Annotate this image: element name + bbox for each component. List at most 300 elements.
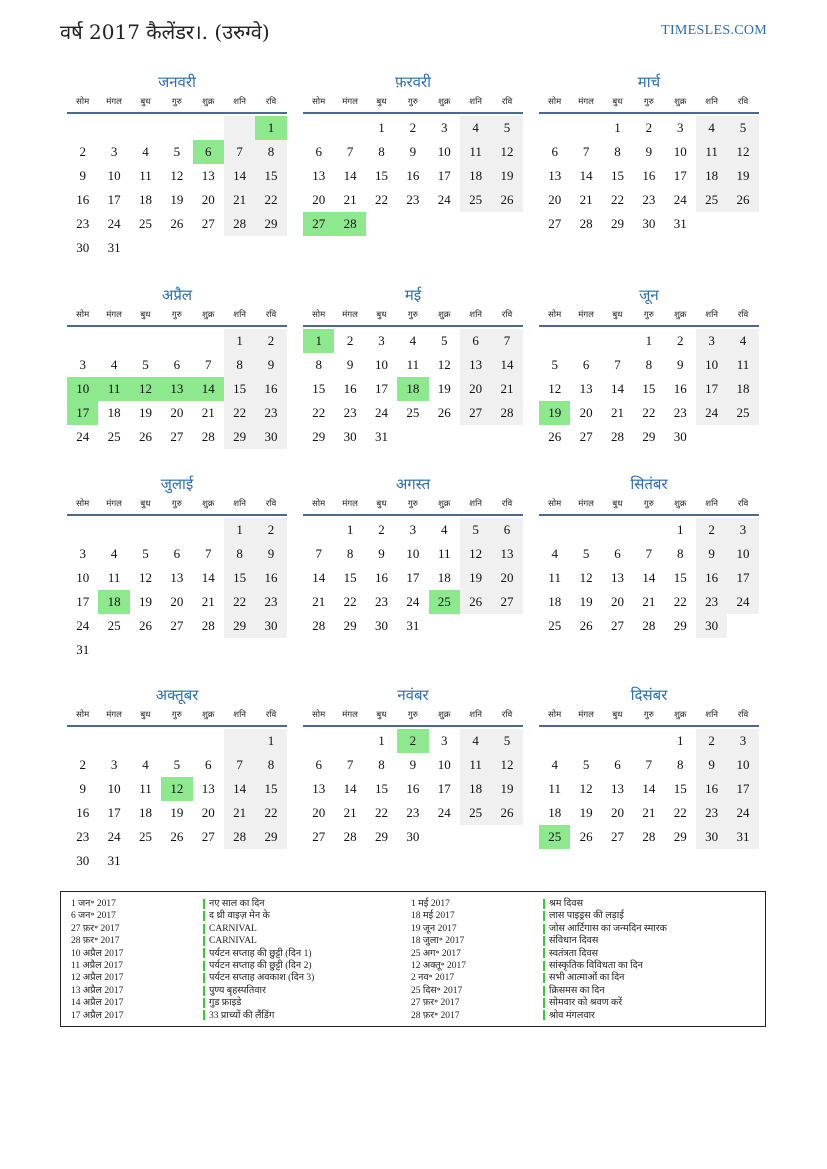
day-cell: 9 [696, 753, 727, 777]
holiday-day: 1 [255, 116, 286, 140]
weekday-label: गुरु [171, 499, 182, 509]
day-grid [67, 329, 287, 449]
holiday-marker [543, 948, 545, 958]
day-cell: 19 [579, 594, 593, 609]
empty-cell [633, 518, 664, 542]
holiday-marker [203, 998, 205, 1008]
weekday-label: बुध [612, 499, 623, 509]
holiday-name-text: संविधान दिवस [549, 936, 599, 947]
day-cell: 9 [409, 144, 417, 159]
day-cell: 5 [551, 357, 558, 372]
day-cell: 22 [374, 192, 388, 207]
day-cell: 2 [79, 144, 86, 159]
day-cell: 27 [170, 429, 184, 444]
month-9 [539, 474, 759, 638]
month-11 [303, 685, 523, 849]
day-cell: 3 [110, 144, 118, 159]
day-cell: 9 [677, 357, 684, 372]
day-cell: 17 [406, 570, 420, 585]
holiday-marker [203, 973, 205, 983]
weekday-label: शुक्र [438, 499, 451, 509]
month-7 [67, 474, 287, 662]
month-8 [303, 474, 523, 638]
day-cell: 29 [312, 429, 326, 444]
day-cell: 18 [460, 777, 491, 801]
day-cell: 16 [255, 566, 286, 590]
day-cell: 12 [579, 570, 593, 585]
day-cell: 3 [441, 733, 448, 748]
day-cell: 15 [374, 168, 388, 183]
day-cell: 30 [76, 240, 90, 255]
weekday-label: रवि [265, 310, 277, 320]
weekday-header [303, 307, 523, 327]
holiday-name [203, 972, 314, 984]
day-cell: 13 [201, 168, 215, 183]
day-cell: 17 [437, 168, 451, 183]
day-cell: 4 [551, 546, 558, 561]
holiday-name [543, 960, 667, 972]
month-name: फ़रवरी [394, 73, 432, 91]
day-cell: 15 [255, 777, 286, 801]
weekday-label: मंगल [578, 310, 594, 320]
day-cell: 4 [409, 333, 417, 348]
day-cell: 24 [727, 590, 758, 614]
day-cell: 7 [614, 357, 621, 372]
day-cell: 10 [727, 753, 758, 777]
day-cell: 10 [673, 144, 687, 159]
day-cell: 16 [255, 377, 286, 401]
holiday-name [203, 935, 314, 947]
day-cell: 11 [406, 357, 420, 372]
day-cell: 13 [491, 542, 522, 566]
day-cell: 5 [460, 518, 491, 542]
day-cell: 27 [170, 618, 184, 633]
day-cell: 31 [406, 618, 420, 633]
day-cell: 8 [255, 140, 286, 164]
day-cell: 20 [201, 192, 215, 207]
holiday-name-text: पर्यटन सप्ताह की छुट्टी (दिन 1) [209, 948, 312, 959]
holiday-name-text: पुण्य बृहस्पतिवार [209, 985, 266, 996]
day-cell: 1 [378, 733, 385, 748]
weekday-label: मंगल [578, 97, 594, 107]
holiday-marker [203, 911, 205, 921]
holiday-name-text: स्वतंत्रता दिवस [549, 948, 599, 959]
day-cell: 8 [614, 144, 621, 159]
day-cell: 19 [460, 566, 491, 590]
day-cell: 9 [696, 542, 727, 566]
empty-cell [539, 116, 570, 140]
weekday-label: शनि [233, 499, 246, 509]
day-cell: 3 [696, 329, 727, 353]
day-cell: 25 [406, 405, 420, 420]
day-cell: 12 [491, 753, 522, 777]
day-cell: 9 [79, 781, 86, 796]
day-cell: 31 [673, 216, 687, 231]
weekday-label: बुध [140, 310, 151, 320]
day-cell: 27 [460, 401, 491, 425]
day-cell: 15 [255, 164, 286, 188]
day-cell: 26 [170, 829, 184, 844]
day-cell: 16 [76, 805, 90, 820]
day-cell: 23 [255, 401, 286, 425]
weekday-label: मंगल [578, 710, 594, 720]
holiday-dates-right [411, 898, 466, 1022]
day-cell: 20 [491, 566, 522, 590]
holiday-name-text: श्रोव मंगलवार [549, 1010, 595, 1021]
day-cell: 21 [312, 594, 326, 609]
day-cell: 23 [406, 192, 420, 207]
weekday-label: शनि [233, 310, 246, 320]
weekday-label: बुध [140, 97, 151, 107]
empty-cell [130, 329, 161, 353]
holiday-day: 25 [539, 825, 570, 849]
day-cell: 16 [76, 192, 90, 207]
weekday-header [539, 496, 759, 516]
weekday-header [539, 707, 759, 727]
holiday-dates-left [71, 898, 123, 1022]
day-cell: 2 [255, 329, 286, 353]
holiday-name [543, 985, 667, 997]
weekday-label: गुरु [407, 310, 418, 320]
day-cell: 28 [201, 618, 215, 633]
day-grid [303, 518, 523, 638]
day-cell: 30 [673, 429, 687, 444]
holiday-name-text: 33 प्राच्यों की लैंडिंग [209, 1010, 275, 1021]
day-cell: 4 [142, 144, 149, 159]
day-cell: 4 [110, 357, 118, 372]
day-cell: 18 [107, 405, 121, 420]
weekday-label: शनि [469, 499, 482, 509]
weekday-header [303, 707, 523, 727]
day-cell: 1 [677, 733, 684, 748]
day-cell: 21 [224, 188, 255, 212]
day-cell: 24 [727, 801, 758, 825]
day-cell: 19 [437, 381, 451, 396]
day-cell: 8 [378, 757, 385, 772]
day-cell: 4 [460, 116, 491, 140]
day-cell: 2 [645, 120, 653, 135]
day-cell: 19 [727, 164, 758, 188]
day-cell: 27 [201, 829, 215, 844]
day-cell: 24 [107, 216, 121, 231]
holiday-name-text: श्रम दिवस [549, 899, 583, 909]
day-cell: 31 [107, 240, 121, 255]
day-cell: 3 [378, 333, 385, 348]
day-cell: 13 [170, 570, 184, 585]
day-cell: 4 [110, 546, 118, 561]
day-cell: 15 [224, 377, 255, 401]
day-cell: 15 [673, 781, 687, 796]
day-cell: 7 [582, 144, 590, 159]
day-cell: 11 [437, 546, 451, 561]
day-cell: 14 [642, 781, 656, 796]
day-cell: 5 [727, 116, 758, 140]
holiday-day: 18 [98, 590, 129, 614]
day-grid [67, 518, 287, 662]
weekday-label: गुरु [407, 710, 418, 720]
day-cell: 23 [76, 216, 90, 231]
day-cell: 21 [579, 192, 593, 207]
day-cell: 26 [491, 188, 522, 212]
empty-cell [303, 518, 334, 542]
day-cell: 14 [343, 781, 357, 796]
holiday-marker [543, 899, 545, 909]
day-cell: 15 [374, 781, 388, 796]
holiday-name-text: जोस आर्टिगास का जन्मदिन स्मारक [549, 923, 667, 934]
day-cell: 28 [610, 429, 624, 444]
weekday-label: गुरु [643, 310, 654, 320]
site-link[interactable]: TIMESLES.COM [661, 23, 767, 38]
day-cell: 26 [170, 216, 184, 231]
day-cell: 1 [346, 522, 354, 537]
day-cell: 8 [677, 546, 684, 561]
day-cell: 1 [255, 729, 286, 753]
day-cell: 22 [610, 192, 624, 207]
day-cell: 4 [441, 522, 448, 537]
day-cell: 3 [441, 120, 448, 135]
holiday-names-left [203, 898, 314, 1022]
holiday-date: 1 मई 2017 [411, 899, 450, 909]
day-grid [303, 729, 523, 849]
holiday-name [203, 948, 314, 960]
weekday-label: मंगल [342, 310, 358, 320]
day-cell: 13 [610, 570, 624, 585]
day-cell: 5 [441, 333, 448, 348]
day-cell: 29 [642, 429, 656, 444]
month-name: जून [639, 286, 659, 304]
month-name: अक्तूबर [155, 686, 199, 704]
day-cell: 9 [79, 168, 86, 183]
holiday-date: 12 अप्रैल 2017 [71, 973, 124, 984]
weekday-label: शुक्र [674, 499, 687, 509]
weekday-label: शुक्र [674, 97, 687, 107]
day-cell: 16 [673, 381, 687, 396]
day-cell: 24 [437, 805, 451, 820]
holiday-date: 10 अप्रैल 2017 [71, 948, 124, 959]
month-name: जनवरी [158, 73, 196, 91]
day-cell: 16 [406, 168, 420, 183]
day-cell: 6 [582, 357, 590, 372]
day-cell: 10 [107, 168, 121, 183]
weekday-label: सोम [76, 310, 90, 320]
weekday-label: बुध [140, 710, 151, 720]
day-cell: 22 [673, 594, 687, 609]
day-cell: 21 [642, 805, 656, 820]
day-cell: 1 [224, 329, 255, 353]
day-cell: 28 [579, 216, 593, 231]
day-cell: 9 [645, 144, 653, 159]
day-cell: 10 [696, 353, 727, 377]
weekday-label: शुक्र [202, 310, 215, 320]
day-cell: 18 [437, 570, 451, 585]
month-5 [303, 285, 523, 449]
day-cell: 18 [548, 805, 562, 820]
holiday-name [203, 1010, 314, 1022]
day-cell: 28 [343, 829, 357, 844]
day-cell: 21 [224, 801, 255, 825]
day-cell: 1 [378, 120, 385, 135]
day-cell: 23 [696, 801, 727, 825]
day-cell: 22 [255, 801, 286, 825]
day-cell: 17 [107, 192, 121, 207]
weekday-header [67, 496, 287, 516]
day-cell: 24 [76, 618, 90, 633]
day-cell: 12 [138, 570, 152, 585]
day-cell: 25 [696, 188, 727, 212]
holiday-name [543, 935, 667, 947]
day-cell: 29 [255, 825, 286, 849]
day-cell: 20 [460, 377, 491, 401]
empty-cell [67, 116, 98, 140]
holiday-marker [543, 973, 545, 983]
holiday-date: 13 अप्रैल 2017 [71, 985, 124, 996]
day-cell: 1 [645, 333, 653, 348]
day-cell: 17 [696, 377, 727, 401]
holiday-name [203, 997, 314, 1009]
holiday-date: 18 मई 2017 [411, 911, 455, 922]
day-cell: 12 [437, 357, 451, 372]
holiday-marker [543, 998, 545, 1008]
empty-cell [602, 329, 633, 353]
day-cell: 4 [727, 329, 758, 353]
day-cell: 8 [315, 357, 322, 372]
day-cell: 21 [491, 377, 522, 401]
month-name: मार्च [637, 73, 661, 91]
holiday-marker [543, 986, 545, 996]
day-cell: 11 [727, 353, 758, 377]
holiday-name-text: सभी आत्माओं का दिन [549, 973, 625, 984]
empty-cell [224, 729, 255, 753]
day-cell: 13 [548, 168, 562, 183]
month-name: दिसंबर [630, 686, 668, 704]
day-cell: 22 [673, 805, 687, 820]
empty-cell [193, 518, 224, 542]
day-cell: 23 [374, 594, 388, 609]
weekday-label: गुरु [171, 97, 182, 107]
day-cell: 5 [142, 357, 149, 372]
day-cell: 2 [696, 729, 727, 753]
day-cell: 13 [460, 353, 491, 377]
day-cell: 7 [645, 546, 653, 561]
day-cell: 20 [579, 405, 593, 420]
day-cell: 16 [642, 168, 656, 183]
day-cell: 12 [460, 542, 491, 566]
weekday-label: मंगल [106, 97, 122, 107]
holiday-date: 18 जुला॰ 2017 [411, 936, 465, 947]
day-cell: 26 [727, 188, 758, 212]
weekday-label: मंगल [342, 710, 358, 720]
day-cell: 9 [409, 757, 417, 772]
weekday-label: शनि [469, 710, 482, 720]
day-cell: 11 [696, 140, 727, 164]
day-cell: 26 [548, 429, 562, 444]
day-cell: 19 [491, 164, 522, 188]
day-cell: 14 [343, 168, 357, 183]
day-cell: 29 [224, 425, 255, 449]
day-cell: 8 [645, 357, 653, 372]
day-cell: 31 [76, 642, 90, 657]
holiday-date: 28 फ़र॰ 2017 [71, 936, 120, 947]
day-cell: 25 [460, 801, 491, 825]
day-cell: 6 [173, 357, 181, 372]
day-cell: 17 [76, 594, 90, 609]
holiday-day: 25 [429, 590, 460, 614]
weekday-label: गुरु [643, 710, 654, 720]
day-cell: 24 [437, 192, 451, 207]
empty-cell [161, 518, 192, 542]
day-grid [303, 116, 523, 236]
empty-cell [130, 729, 161, 753]
month-name: अगस्त [395, 475, 431, 493]
day-grid [67, 116, 287, 260]
weekday-label: बुध [140, 499, 151, 509]
month-6 [539, 285, 759, 449]
day-cell: 11 [460, 753, 491, 777]
day-cell: 20 [201, 805, 215, 820]
month-name: नवंबर [397, 686, 429, 704]
weekday-header [67, 94, 287, 114]
day-cell: 13 [312, 168, 326, 183]
empty-cell [303, 729, 334, 753]
weekday-label: गुरु [407, 97, 418, 107]
holiday-date: 28 फ़र॰ 2017 [411, 1010, 460, 1021]
weekday-header [303, 94, 523, 114]
day-cell: 12 [579, 781, 593, 796]
day-cell: 7 [224, 753, 255, 777]
holiday-name [203, 910, 314, 922]
holiday-date: 19 जून 2017 [411, 923, 457, 934]
day-cell: 14 [224, 164, 255, 188]
empty-cell [98, 329, 129, 353]
day-cell: 5 [582, 546, 590, 561]
day-cell: 14 [610, 381, 624, 396]
weekday-label: मंगल [106, 310, 122, 320]
day-cell: 22 [642, 405, 656, 420]
day-cell: 18 [727, 377, 758, 401]
day-cell: 25 [138, 829, 152, 844]
holiday-marker [203, 936, 205, 946]
day-cell: 14 [642, 570, 656, 585]
day-cell: 14 [312, 570, 326, 585]
holiday-marker [203, 948, 205, 958]
page-title: वर्ष 2017 कैलेंडर।. (उरुग्वे) [60, 20, 270, 44]
holiday-marker [543, 936, 545, 946]
holiday-name [543, 948, 667, 960]
weekday-label: रवि [265, 499, 277, 509]
day-cell: 5 [491, 116, 522, 140]
day-cell: 23 [673, 405, 687, 420]
day-cell: 20 [610, 805, 624, 820]
day-cell: 30 [406, 829, 420, 844]
day-cell: 26 [138, 618, 152, 633]
weekday-label: रवि [737, 310, 749, 320]
day-cell: 20 [312, 805, 326, 820]
day-cell: 10 [406, 546, 420, 561]
day-cell: 27 [201, 216, 215, 231]
empty-cell [193, 116, 224, 140]
day-cell: 7 [645, 757, 653, 772]
holiday-day: 18 [397, 377, 428, 401]
holiday-marker [543, 911, 545, 921]
day-cell: 4 [696, 116, 727, 140]
day-cell: 20 [610, 594, 624, 609]
day-cell: 7 [205, 546, 212, 561]
holiday-day: 27 [303, 212, 334, 236]
weekday-header [303, 496, 523, 516]
day-cell: 21 [642, 594, 656, 609]
day-cell: 11 [139, 168, 152, 183]
day-cell: 28 [312, 618, 326, 633]
